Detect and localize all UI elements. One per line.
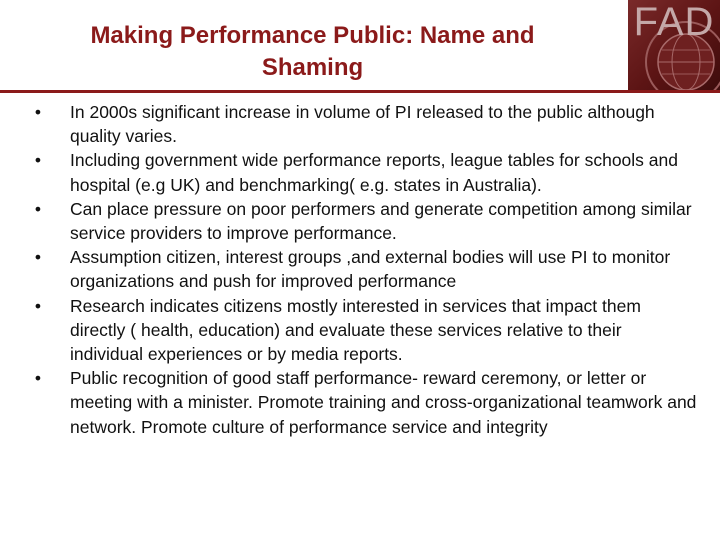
fad-logo-text: FAD — [633, 0, 715, 44]
bullet-item — [28, 245, 698, 293]
title-divider — [0, 90, 720, 93]
bullet-list — [28, 100, 698, 439]
bullet-item — [28, 197, 698, 245]
bullet-text: Research indicates citizens mostly interested in services that impact them directly ( health, education) and evaluate these services relative to their individual experiences or by media reports. — [70, 295, 641, 365]
bullet-item — [28, 100, 698, 148]
slide-title: Making Performance Public: Name and Shaming — [90, 22, 535, 81]
bullet-item — [28, 294, 698, 367]
bullet-text: Public recognition of good staff performance- reward ceremony, or letter or meeting with a minister. Promote training and cross-organizational teamwork and network. Promote culture of performance service and integrity — [70, 368, 697, 437]
bullet-text: Assumption citizen, interest groups ,and external bodies will use PI to monitor organizations and push for improved performance — [70, 247, 671, 292]
bullet-item — [28, 366, 698, 439]
bullet-marker: • — [34, 295, 42, 316]
bullet-marker: • — [34, 368, 42, 389]
fad-imf-logo — [628, 0, 720, 90]
bullet-marker: • — [34, 102, 42, 122]
bullet-item — [28, 148, 698, 196]
bullet-marker: • — [34, 150, 42, 171]
bullet-text: Including government wide performance reports, league tables for schools and hospital (e.g UK) and benchmarking( e.g. states in Australia). — [70, 150, 678, 195]
bullet-marker: • — [34, 247, 42, 268]
bullet-marker: • — [34, 198, 42, 219]
bullet-text: In 2000s significant increase in volume of PI released to the public although quality varies. — [70, 102, 655, 147]
bullet-text: Can place pressure on poor performers and generate competition among similar service providers to improve performance. — [70, 198, 692, 244]
